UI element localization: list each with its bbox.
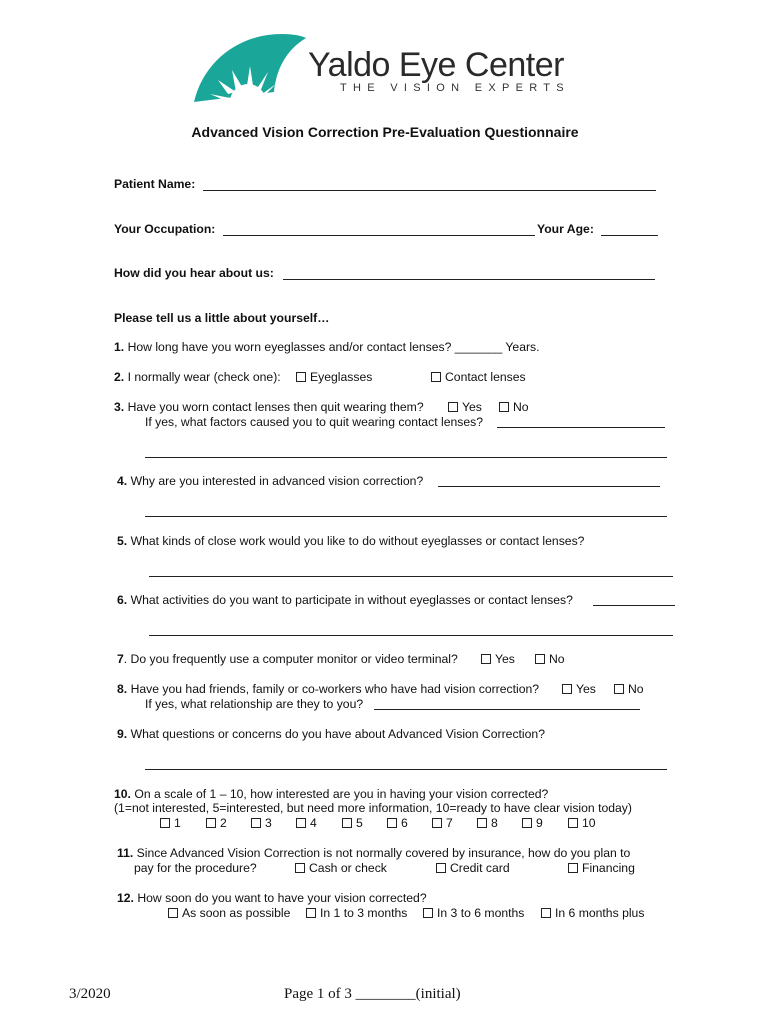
option-label: Contact lenses [445,370,526,384]
q12-option-asap[interactable] [168,906,290,921]
q12-text: How soon do you want to have your vision corrected? [137,891,427,905]
checkbox-icon[interactable] [296,818,306,828]
q11-text: Since Advanced Vision Correction is not normally covered by insurance, how do you plan to [136,846,631,860]
q12-option-6-months-plus[interactable] [541,906,644,921]
hear-about-label: How did you hear about us: [114,266,274,280]
checkbox-icon[interactable] [160,818,170,828]
option-label: Cash or check [309,861,387,875]
q11-option-cash-or-check[interactable] [295,861,387,876]
checkbox-icon[interactable] [306,908,316,918]
checkbox-icon[interactable] [251,818,261,828]
q7-text: . Do you frequently use a computer monitor or video terminal? [123,652,458,666]
checkbox-icon[interactable] [448,402,458,412]
checkbox-icon[interactable] [342,818,352,828]
intro-heading: Please tell us a little about yourself… [114,311,330,325]
occupation-label: Your Occupation: [114,222,216,236]
q12-option-1-to-3-months[interactable] [306,906,407,921]
footer-date: 3/2020 [69,986,111,1002]
checkbox-icon[interactable] [499,402,509,412]
q1-suffix: Years. [505,340,540,354]
option-label: No [628,682,644,696]
q4-answer-line[interactable] [145,516,667,517]
checkbox-icon[interactable] [432,818,442,828]
q11-text-line2: pay for the procedure? [134,861,257,875]
checkbox-icon[interactable] [423,908,433,918]
q3-followup: If yes, what factors caused you to quit wearing contact lenses? [145,415,484,429]
checkbox-icon[interactable] [436,863,446,873]
q11-option-credit-card[interactable] [436,861,510,876]
option-label: Eyeglasses [310,370,373,384]
option-label: In 3 to 6 months [437,906,525,920]
option-label: 1 [174,816,181,830]
option-label: Financing [582,861,635,875]
q12-option-3-to-6-months[interactable] [423,906,524,921]
checkbox-icon[interactable] [387,818,397,828]
occupation-field[interactable] [223,235,535,236]
question-10 [114,787,548,802]
q1-years-field[interactable]: _______ [454,340,503,354]
q10-number: 10. [114,787,131,801]
q6-answer-line[interactable] [149,635,673,636]
q3-followup-field[interactable] [497,427,665,428]
q2-option-eyeglasses[interactable] [296,370,372,385]
q8-number: 8. [117,682,128,696]
q9-text: What questions or concerns do you have about Advanced Vision Correction? [130,727,545,741]
q7-option-no[interactable] [535,652,565,667]
question-4 [117,474,423,489]
q10-option-9[interactable] [522,816,543,831]
question-2 [114,370,281,385]
q11-number: 11. [117,846,134,860]
option-label: 2 [220,816,227,830]
checkbox-icon[interactable] [562,684,572,694]
age-field[interactable] [601,235,658,236]
checkbox-icon[interactable] [522,818,532,828]
option-label: 7 [446,816,453,830]
q9-number: 9. [117,727,128,741]
q6-answer-field[interactable] [593,605,675,606]
option-label: Yes [462,400,482,414]
q11-option-financing[interactable] [568,861,635,876]
q3-text: Have you worn contact lenses then quit wearing them? [127,400,424,414]
q4-text: Why are you interested in advanced vision correction? [130,474,424,488]
question-3 [114,400,424,415]
question-12 [117,891,427,906]
q10-option-7[interactable] [432,816,453,831]
q1-number: 1. [114,340,125,354]
q6-text: What activities do you want to participate in without eyeglasses or contact lenses? [130,593,573,607]
checkbox-icon[interactable] [568,863,578,873]
q5-number: 5. [117,534,128,548]
q2-number: 2. [114,370,125,384]
option-label: Yes [495,652,515,666]
q5-text: What kinds of close work would you like to do without eyeglasses or contact lenses? [130,534,585,548]
q4-answer-field[interactable] [438,486,660,487]
age-label: Your Age: [537,222,594,236]
question-8 [117,682,539,697]
option-label: Credit card [450,861,510,875]
q6-number: 6. [117,593,128,607]
q2-text: I normally wear (check one): [127,370,281,384]
option-label: 8 [491,816,498,830]
option-label: 3 [265,816,272,830]
checkbox-icon[interactable] [481,654,491,664]
hear-about-field[interactable] [283,279,655,280]
checkbox-icon[interactable] [295,863,305,873]
q10-option-6[interactable] [387,816,408,831]
q3-answer-line[interactable] [145,457,667,458]
brand-name: Yaldo Eye Center [308,46,564,84]
q3-number: 3. [114,400,125,414]
q10-option-10[interactable] [568,816,596,831]
q7-number: 7 [117,652,124,666]
checkbox-icon[interactable] [535,654,545,664]
option-label: 5 [356,816,363,830]
q2-option-contact-lenses[interactable] [431,370,526,385]
option-label: 6 [401,816,408,830]
question-5 [117,534,584,549]
q8-text: Have you had friends, family or co-workers who have had vision correction? [130,682,540,696]
checkbox-icon[interactable] [568,818,578,828]
patient-name-field[interactable] [203,190,656,191]
option-label: 4 [310,816,317,830]
logo [190,30,570,108]
q10-text: On a scale of 1 – 10, how interested are you in having your vision corrected? [134,787,549,801]
question-11 [117,846,630,861]
q7-option-yes[interactable] [481,652,515,667]
sunburst-logo-icon [190,30,308,104]
question-7 [117,652,458,667]
q8-followup: If yes, what relationship are they to you? [145,697,364,711]
page-title: Advanced Vision Correction Pre-Evaluation Questionnaire [191,124,579,140]
q10-option-2[interactable] [206,816,227,831]
q10-option-1[interactable] [160,816,181,831]
option-label: In 1 to 3 months [320,906,408,920]
checkbox-icon[interactable] [206,818,216,828]
q8-option-no[interactable] [614,682,644,697]
option-label: 9 [536,816,543,830]
question-6 [117,593,573,608]
patient-name-label: Patient Name: [114,177,196,191]
checkbox-icon[interactable] [431,372,441,382]
option-label: As soon as possible [182,906,291,920]
q10-option-4[interactable] [296,816,317,831]
option-label: No [549,652,565,666]
checkbox-icon[interactable] [477,818,487,828]
q10-subtext: (1=not interested, 5=interested, but need more information, 10=ready to have clear vision today) [114,801,632,815]
option-label: Yes [576,682,596,696]
option-label: No [513,400,529,414]
q10-option-8[interactable] [477,816,498,831]
checkbox-icon[interactable] [296,372,306,382]
checkbox-icon[interactable] [614,684,624,694]
q10-option-3[interactable] [251,816,272,831]
brand-tagline: THE VISION EXPERTS [340,82,570,94]
q4-number: 4. [117,474,128,488]
q10-option-5[interactable] [342,816,363,831]
q8-followup-field[interactable] [374,709,640,710]
checkbox-icon[interactable] [541,908,551,918]
q12-number: 12. [117,891,134,905]
q9-answer-line[interactable] [145,769,667,770]
q1-text: How long have you worn eyeglasses and/or contact lenses? [127,340,452,354]
q8-option-yes[interactable] [562,682,596,697]
q3-option-no[interactable] [499,400,529,415]
q5-answer-line[interactable] [149,576,673,577]
q3-option-yes[interactable] [448,400,482,415]
option-label: In 6 months plus [555,906,645,920]
question-9 [117,727,545,742]
footer-page-initial: Page 1 of 3 ________(initial) [284,986,461,1002]
question-1 [114,340,540,355]
option-label: 10 [582,816,596,830]
checkbox-icon[interactable] [168,908,178,918]
